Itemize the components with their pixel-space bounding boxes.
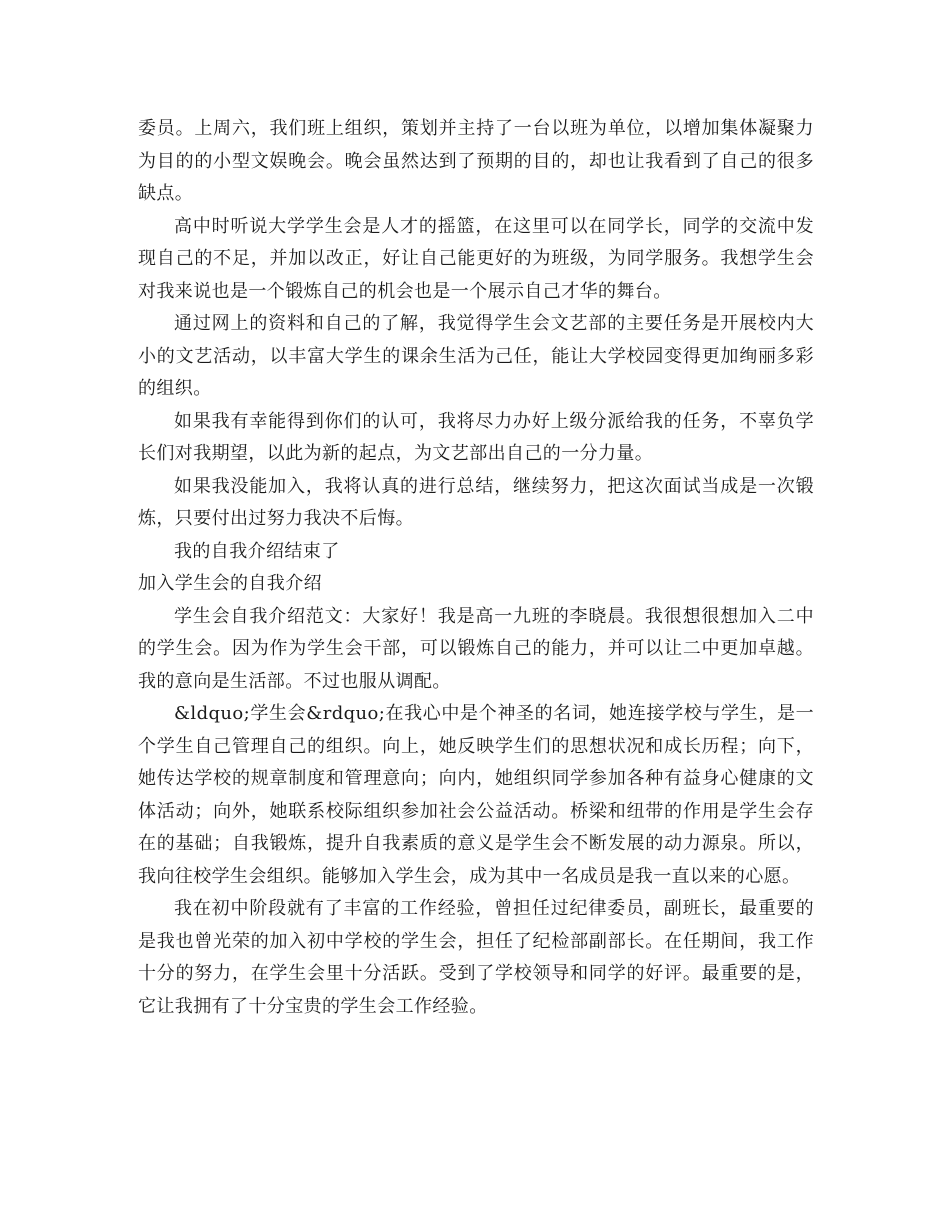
paragraph-6: 我的自我介绍结束了 [174, 540, 340, 562]
paragraph-9: &ldquo;学生会&rdquo;在我心中是个神圣的名词，她连接学校与学生，是一个学生自己管理自己的组织。向上，她反映学生们的思想状况和成长历程；向下，她传达学校的规章制度和管理意向；向内，她组织同学参加各种有益身心健康的文体活动；向外，她联系校际组织参加社会公益活动。桥梁和纽带的作用是学生会存在的基础；自我锻炼，提升自我素质的意义是学生会不断发展的动力源泉。所以，我向往校学生会组织。能够加入学生会，成为其中一名成员是我一直以来的心愿。 [138, 703, 814, 887]
paragraph-5: 如果我没能加入，我将认真的进行总结，继续努力，把这次面试当成是一次锻炼，只要付出过努力我决不后悔。 [138, 475, 814, 529]
paragraph-1: 委员。上周六，我们班上组织，策划并主持了一台以班为单位，以增加集体凝聚力为目的的小型文娱晚会。晚会虽然达到了预期的目的，却也让我看到了自己的很多缺点。 [138, 118, 814, 204]
paragraph-8: 学生会自我介绍范文：大家好！我是高一九班的李晓晨。我很想很想加入二中的学生会。因为作为学生会干部，可以锻炼自己的能力，并可以让二中更加卓越。我的意向是生活部。不过也服从调配。 [138, 605, 814, 692]
paragraph-10: 我在初中阶段就有了丰富的工作经验，曾担任过纪律委员，副班长，最重要的是我也曾光荣的加入初中学校的学生会，担任了纪检部副部长。在任期间，我工作十分的努力，在学生会里十分活跃。受到了学校领导和同学的好评。最重要的是，它让我拥有了十分宝贵的学生会工作经验。 [138, 898, 814, 1017]
paragraph-3: 通过网上的资料和自己的了解，我觉得学生会文艺部的主要任务是开展校内大小的文艺活动，以丰富大学生的课余生活为己任，能让大学校园变得更加绚丽多彩的组织。 [138, 313, 814, 399]
paragraph-4: 如果我有幸能得到你们的认可，我将尽力办好上级分派给我的任务，不辜负学长们对我期望，以此为新的起点，为文艺部出自己的一分力量。 [138, 410, 814, 464]
section-title: 加入学生会的自我介绍 [138, 573, 322, 594]
document-body [138, 113, 814, 1023]
paragraph-2: 高中时听说大学学生会是人才的摇篮，在这里可以在同学长，同学的交流中发现自己的不足，并加以改正，好让自己能更好的为班级，为同学服务。我想学生会对我来说也是一个锻炼自己的机会也是一个展示自己才华的舞台。 [138, 215, 814, 302]
